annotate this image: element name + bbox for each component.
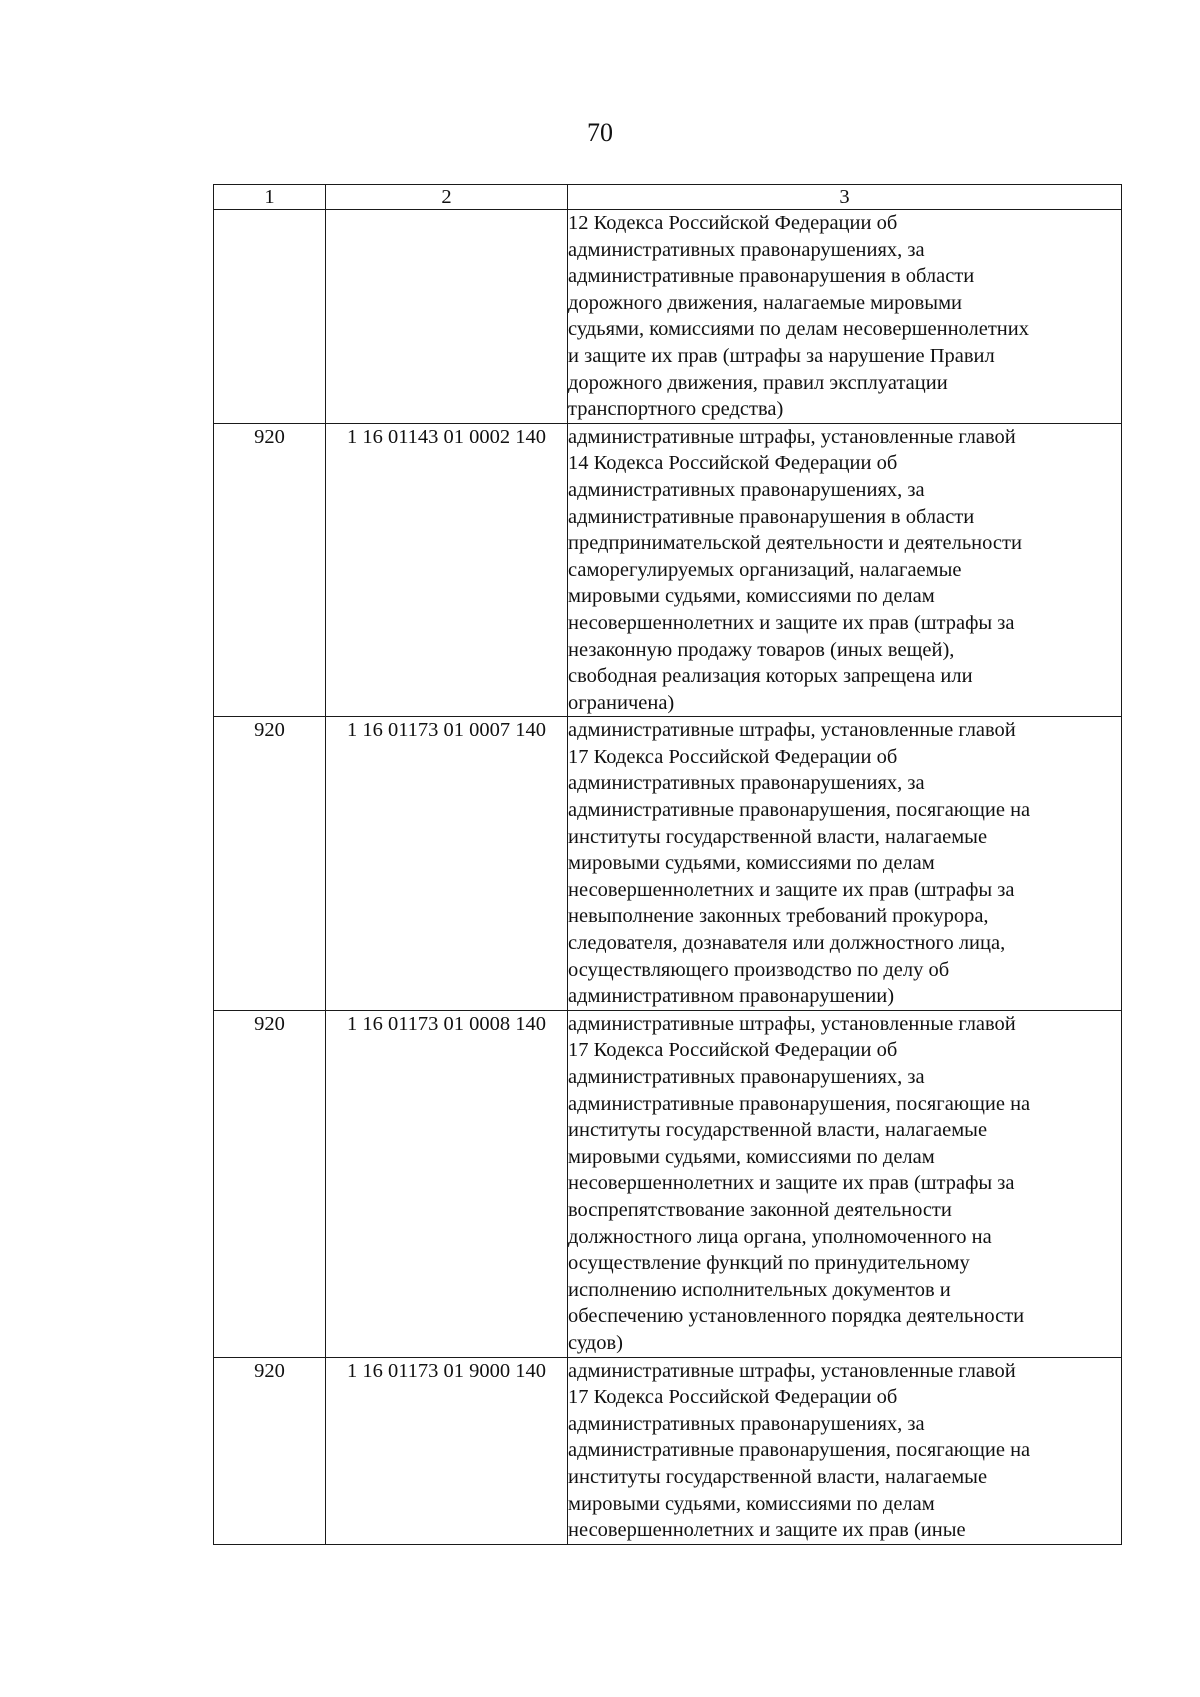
description-line: мировыми судьями, комиссиями по делам xyxy=(568,585,935,608)
admin-code-cell: 920 xyxy=(214,1010,326,1357)
description-line: несовершеннолетних и защите их прав (штрафы за xyxy=(568,878,1015,901)
description-line: административные штрафы, установленные главой xyxy=(568,1012,1016,1035)
description-line: воспрепятствование законной деятельности xyxy=(568,1198,952,1221)
description-line: дорожного движения, налагаемые мировыми xyxy=(568,291,963,314)
description-line: осуществление функций по принудительному xyxy=(568,1252,970,1275)
admin-code-cell: 920 xyxy=(214,1357,326,1544)
income-description-cell xyxy=(568,1010,1122,1357)
admin-code-cell: 920 xyxy=(214,423,326,717)
description-line: мировыми судьями, комиссиями по делам xyxy=(568,1145,935,1168)
description-line: несовершеннолетних и защите их прав (иные xyxy=(568,1519,966,1542)
description-line: несовершеннолетних и защите их прав (штрафы за xyxy=(568,611,1015,634)
description-line: обеспечению установленного порядка деятельности xyxy=(568,1305,1025,1328)
description-line: административные правонарушения, посягающие на xyxy=(568,1092,1031,1115)
income-description-cell xyxy=(568,423,1122,717)
description-line: административные штрафы, установленные главой xyxy=(568,719,1016,742)
table-row xyxy=(214,210,1122,424)
income-description-cell xyxy=(568,1357,1122,1544)
table-header-row xyxy=(214,185,1122,210)
table-row xyxy=(214,717,1122,1011)
description-line: административном правонарушении) xyxy=(568,985,895,1008)
income-description-cell xyxy=(568,210,1122,424)
description-line: административные правонарушения в области xyxy=(568,265,975,288)
description-line: административных правонарушениях, за xyxy=(568,1412,925,1435)
description-line: административных правонарушениях, за xyxy=(568,1066,925,1088)
description-line: 17 Кодекса Российской Федерации об xyxy=(568,1039,898,1062)
description-line: 14 Кодекса Российской Федерации об xyxy=(568,452,898,475)
budget-classification-code-cell: 1 16 01173 01 0008 140 xyxy=(326,1010,568,1357)
budget-classification-code-cell: 1 16 01173 01 9000 140 xyxy=(326,1357,568,1544)
description-line: исполнению исполнительных документов и xyxy=(568,1278,951,1301)
budget-codes-table xyxy=(213,184,1122,1545)
description-line: административные правонарушения, посягающие на xyxy=(568,1439,1031,1462)
table-row xyxy=(214,1010,1122,1357)
description-line: должностного лица органа, уполномоченного на xyxy=(568,1225,992,1248)
income-description-cell xyxy=(568,717,1122,1011)
description-line: 17 Кодекса Российской Федерации об xyxy=(568,745,898,768)
column-header-3: 3 xyxy=(568,185,1122,210)
budget-classification-code-cell: 1 16 01173 01 0007 140 xyxy=(326,717,568,1011)
description-line: транспортного средства) xyxy=(568,398,784,421)
description-line: следователя, дознавателя или должностного лица, xyxy=(568,932,1006,955)
description-line: административные правонарушения, посягающие на xyxy=(568,799,1031,822)
description-line: административные правонарушения в области xyxy=(568,505,975,528)
description-line: осуществляющего производство по делу об xyxy=(568,958,950,981)
page-number: 70 xyxy=(587,118,613,147)
description-line: судов) xyxy=(568,1331,623,1354)
budget-classification-code-cell: 1 16 01143 01 0002 140 xyxy=(326,423,568,717)
description-line: административных правонарушениях, за xyxy=(568,772,925,795)
table-body xyxy=(214,185,1122,1545)
description-line: предпринимательской деятельности и деятельности xyxy=(568,532,1022,555)
description-line: 12 Кодекса Российской Федерации об xyxy=(568,212,898,234)
table-row xyxy=(214,423,1122,717)
description-line: саморегулируемых организаций, налагаемые xyxy=(568,558,962,581)
description-line: мировыми судьями, комиссиями по делам xyxy=(568,852,935,875)
budget-classification-code-cell xyxy=(326,210,568,424)
description-line: институты государственной власти, налагаемые xyxy=(568,1119,988,1142)
description-line: институты государственной власти, налагаемые xyxy=(568,1465,988,1488)
description-line: ограничена) xyxy=(568,691,675,714)
description-line: судьями, комиссиями по делам несовершеннолетних xyxy=(568,318,1029,341)
description-line: незаконную продажу товаров (иных вещей), xyxy=(568,638,955,661)
description-line: дорожного движения, правил эксплуатации xyxy=(568,371,948,394)
description-line: институты государственной власти, налагаемые xyxy=(568,825,988,848)
description-line: несовершеннолетних и защите их прав (штрафы за xyxy=(568,1172,1015,1195)
description-line: свободная реализация которых запрещена или xyxy=(568,665,973,688)
description-line: и защите их прав (штрафы за нарушение Правил xyxy=(568,344,995,367)
table-row xyxy=(214,1357,1122,1544)
description-line: 17 Кодекса Российской Федерации об xyxy=(568,1386,898,1409)
description-line: административные штрафы, установленные главой xyxy=(568,425,1016,448)
column-header-1: 1 xyxy=(214,185,326,210)
description-line: административные штрафы, установленные главой xyxy=(568,1359,1016,1382)
admin-code-cell: 920 xyxy=(214,717,326,1011)
description-line: административных правонарушениях, за xyxy=(568,478,925,501)
admin-code-cell xyxy=(214,210,326,424)
description-line: мировыми судьями, комиссиями по делам xyxy=(568,1492,935,1515)
description-line: административных правонарушениях, за xyxy=(568,238,925,261)
description-line: невыполнение законных требований прокурора, xyxy=(568,905,989,928)
column-header-2: 2 xyxy=(326,185,568,210)
